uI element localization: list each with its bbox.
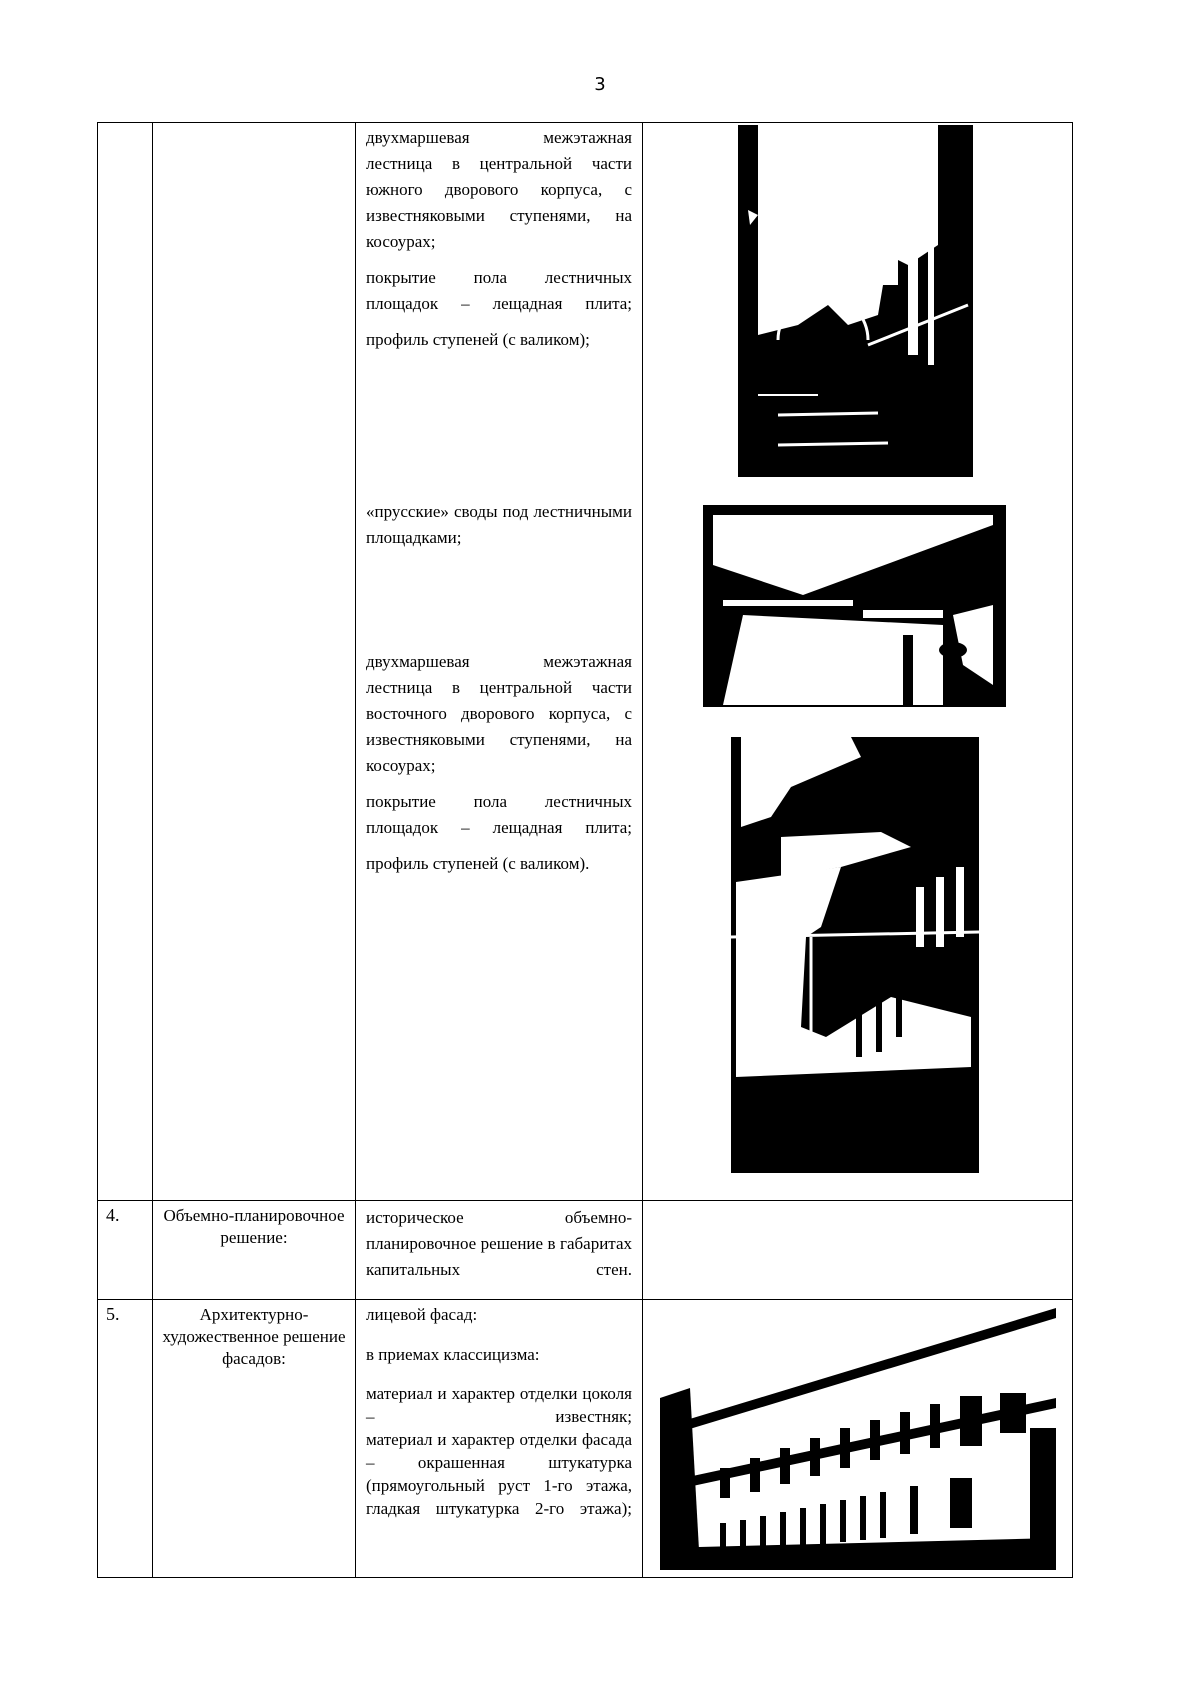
row-image-cell (643, 123, 1073, 1201)
photo-main-facade (660, 1308, 1056, 1570)
row-name: Объемно-планировочное решение: (153, 1201, 356, 1300)
table-row-4 (98, 1201, 1073, 1300)
row-name: Архитектурно-художественное решение фасадов: (153, 1300, 356, 1578)
description-south-staircase: двухмаршевая межэтажная лестница в центральной части южного дворового корпуса, с известняковыми ступенями, на косоурах; (366, 128, 632, 251)
row-description-cell (356, 1201, 643, 1300)
protection-subject-table (97, 122, 1073, 1578)
row-image-cell (643, 1300, 1073, 1578)
description-step-profile: профиль ступеней (с валиком); (366, 330, 590, 349)
description-plinth: материал и характер отделки цоколя – известняк; (366, 1384, 632, 1426)
description-east-staircase: двухмаршевая межэтажная лестница в центральной части восточного дворового корпуса, с известняковыми ступенями, на косоурах; (366, 652, 632, 775)
row-image-cell (643, 1201, 1073, 1300)
row-description-cell (356, 1300, 643, 1578)
row-description-cell (356, 123, 643, 1201)
page-number: 3 (594, 74, 606, 95)
row-number: 4. (98, 1201, 153, 1300)
description-landing-floor: покрытие пола лестничных площадок – лещадная плита; (366, 268, 632, 313)
description-facade-finish: материал и характер отделки фасада – окрашенная штукатурка (прямоугольный руст 1-го этажа, гладкая штукатурка 2-го этажа); (366, 1430, 632, 1518)
description-volume-planning: историческое объемно-планировочное решение в габаритах капитальных стен. (366, 1208, 632, 1279)
row-number (98, 123, 153, 1201)
row-name (153, 123, 356, 1201)
table-row-staircases (98, 123, 1073, 1201)
table-row-5 (98, 1300, 1073, 1578)
photo-east-staircase (731, 737, 979, 1173)
row-number: 5. (98, 1300, 153, 1578)
description-classicism: в приемах классицизма: (366, 1345, 540, 1364)
description-prussian-vaults: «прусские» своды под лестничными площадками; (366, 502, 632, 547)
description-landing-floor-2: покрытие пола лестничных площадок – лещадная плита; (366, 792, 632, 837)
description-main-facade: лицевой фасад: (366, 1305, 478, 1324)
photo-prussian-vaults (703, 505, 1006, 707)
photo-south-staircase (738, 125, 973, 477)
description-step-profile-2: профиль ступеней (с валиком). (366, 854, 590, 873)
